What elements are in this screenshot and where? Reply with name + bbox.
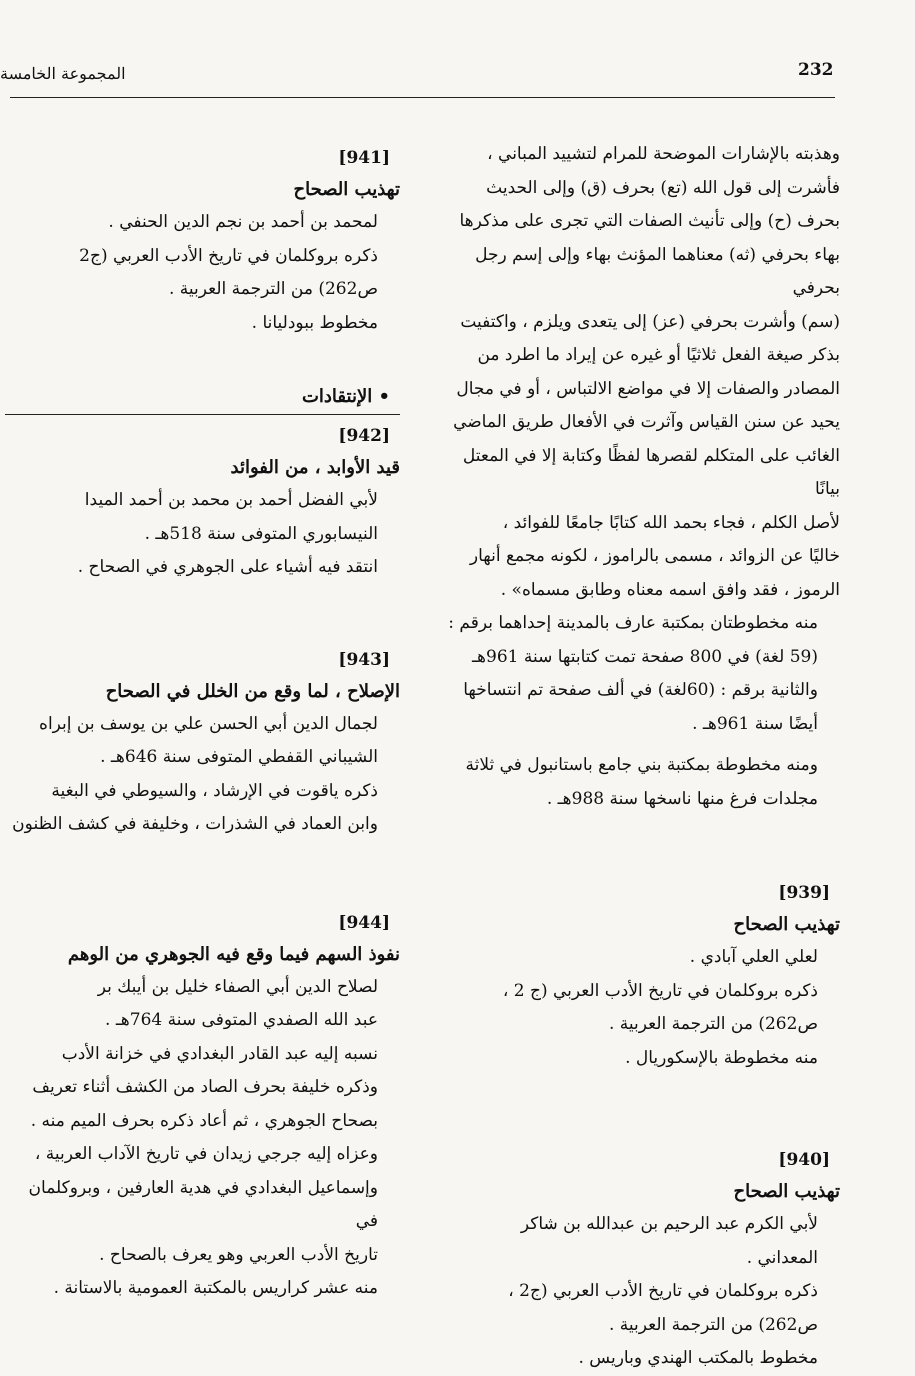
entry-author: لجمال الدين أبي الحسن علي بن يوسف بن إبراه الشيباني القفطي المتوفى سنة 646هـ . [39,713,378,767]
entry-manuscript: منه مخطوطة بالإسكوريال . [625,1047,818,1068]
entry-note: نسبه إليه عبد القادر البغدادي في خزانة الأدب وذكره خليفة بحرف الصاد من الكشف أثناء تعريف بصحاح الجوهري ، ثم أعاد ذكره بحرف الميم منه . [30,1043,378,1131]
entry-941 [5,143,400,340]
entry-author: لأبي الكرم عبد الرحيم بن عبدالله بن شاكر المعداني . [520,1214,818,1268]
entry-number: [944] [338,912,390,933]
entry-title: نفوذ السهم فيما وقع فيه الجوهري من الوهم [67,943,400,965]
entry-note: ذكره بروكلمان في تاريخ الأدب العربي (ج2 ص262) من الترجمة العربية . [79,245,378,299]
entry-author: لمحمد بن أحمد بن نجم الدين الحنفي . [108,212,378,232]
entry-note-2: وعزاه إليه جرجي زيدان في تاريخ الآداب العربية ، وإسماعيل البغدادي في هدية العارفين ، وبروكلمان في تاريخ الأدب العربي وهو يعرف بالصحاح . [28,1144,378,1265]
entry-title: الإصلاح ، لما وقع من الخلل في الصحاح [105,680,400,702]
entry-943 [5,645,400,842]
right-column [435,138,840,1376]
entry-note: ذكره بروكلمان في تاريخ الأدب العربي (ج2 ، ص262) من الترجمة العربية . [508,1281,818,1335]
entry-manuscript: مخطوط بالمكتب الهندي وباريس . [578,1348,818,1368]
entry-title: تهذيب الصحاح [293,179,400,200]
entry-number: [940] [778,1150,830,1170]
section-rule [5,414,400,415]
entry-number: [943] [338,649,390,670]
entry-944 [5,908,400,1306]
entry-author: لأبي الفضل أحمد بن محمد بن أحمد الميدا النيسابوري المتوفى سنة 518هـ . [84,490,378,544]
entry-number: [941] [338,148,390,168]
entry-title: تهذيب الصحاح [733,914,840,935]
entry-note: انتقد فيه أشياء على الجوهري في الصحاح . [77,557,378,577]
entry-author: لعلي العلي آبادي . [689,947,818,967]
running-head: المجموعة الخامسة [0,64,126,83]
entry-manuscript: مخطوط ببودليانا . [251,312,378,333]
entry-author: لصلاح الدين أبي الصفاء خليل بن أيبك بر عبد الله الصفدي المتوفى سنة 764هـ . [97,976,378,1030]
entry-number: [942] [338,426,390,446]
page-number: 232 [798,60,834,80]
section-heading: • الإنتقادات [301,386,390,407]
intro-paragraph: وهذبته بالإشارات الموضحة للمرام لتشييد المباني ، فأشرت إلى قول الله (تع) بحرف (ق) وإلى الحديث بحرف (ح) وإلى تأنيث الصفات التي تجرى على مذكرها بهاء بحرفي (ثه) معناهما المؤنث بهاء وإلى إسم رجل بحرفي (سم) وأشرت بحرفي (عز) إلى يتعدى ويلزم ، واكتفيت بذكر صيغة الفعل ثلاثيًا أو غيره عن إيراد ما اطرد من المصادر والصفات إلا في مواضع الالتباس ، أو في مجال يحيد عن سنن القياس وآثرت في الأفعال طريق الماضي الغائب على المتكلم لقصرها لفظًا وكتابة إلا في المعتل بيانًا لأصل الكلم ، فجاء بحمد الله كتابًا جامعًا للفوائد ، خاليًا عن الزوائد ، مسمى بالراموز ، لكونه مجمع أنهار الرموز ، فقد وافق اسمه معناه وطابق مسماه» . [453,144,840,600]
header-rule [10,97,835,98]
manuscripts-paragraph: منه مخطوطتان بمكتبة عارف بالمدينة إحداهما برقم : (59 لغة) في 800 صفحة تمت كتابتها سنة 961هـ والثانية برقم : (60لغة) في ألف صفحة تم انتساخها أيضًا سنة 961هـ . [448,613,818,734]
entry-title: قيد الأوابد ، من الفوائد [230,457,400,478]
entry-939 [435,878,840,1075]
entry-number: [939] [778,883,830,903]
entry-942 [5,421,400,585]
entry-title: تهذيب الصحاح [733,1181,840,1202]
entry-manuscript: منه عشر كراريس بالمكتبة العمومية بالاستانة . [53,1278,378,1298]
entry-note: ذكره ياقوت في الإرشاد ، والسيوطي في البغية وابن العماد في الشذرات ، وخليفة في كشف الظنون [12,780,378,834]
manuscripts-paragraph-2: ومنه مخطوطة بمكتبة بني جامع باستانبول في ثلاثة مجلدات فرغ منها ناسخها سنة 988هـ . [465,755,818,809]
entry-note: ذكره بروكلمان في تاريخ الأدب العربي (ج 2 ، ص262) من الترجمة العربية . [502,980,818,1034]
entry-940 [435,1145,840,1376]
left-column [5,143,400,1306]
